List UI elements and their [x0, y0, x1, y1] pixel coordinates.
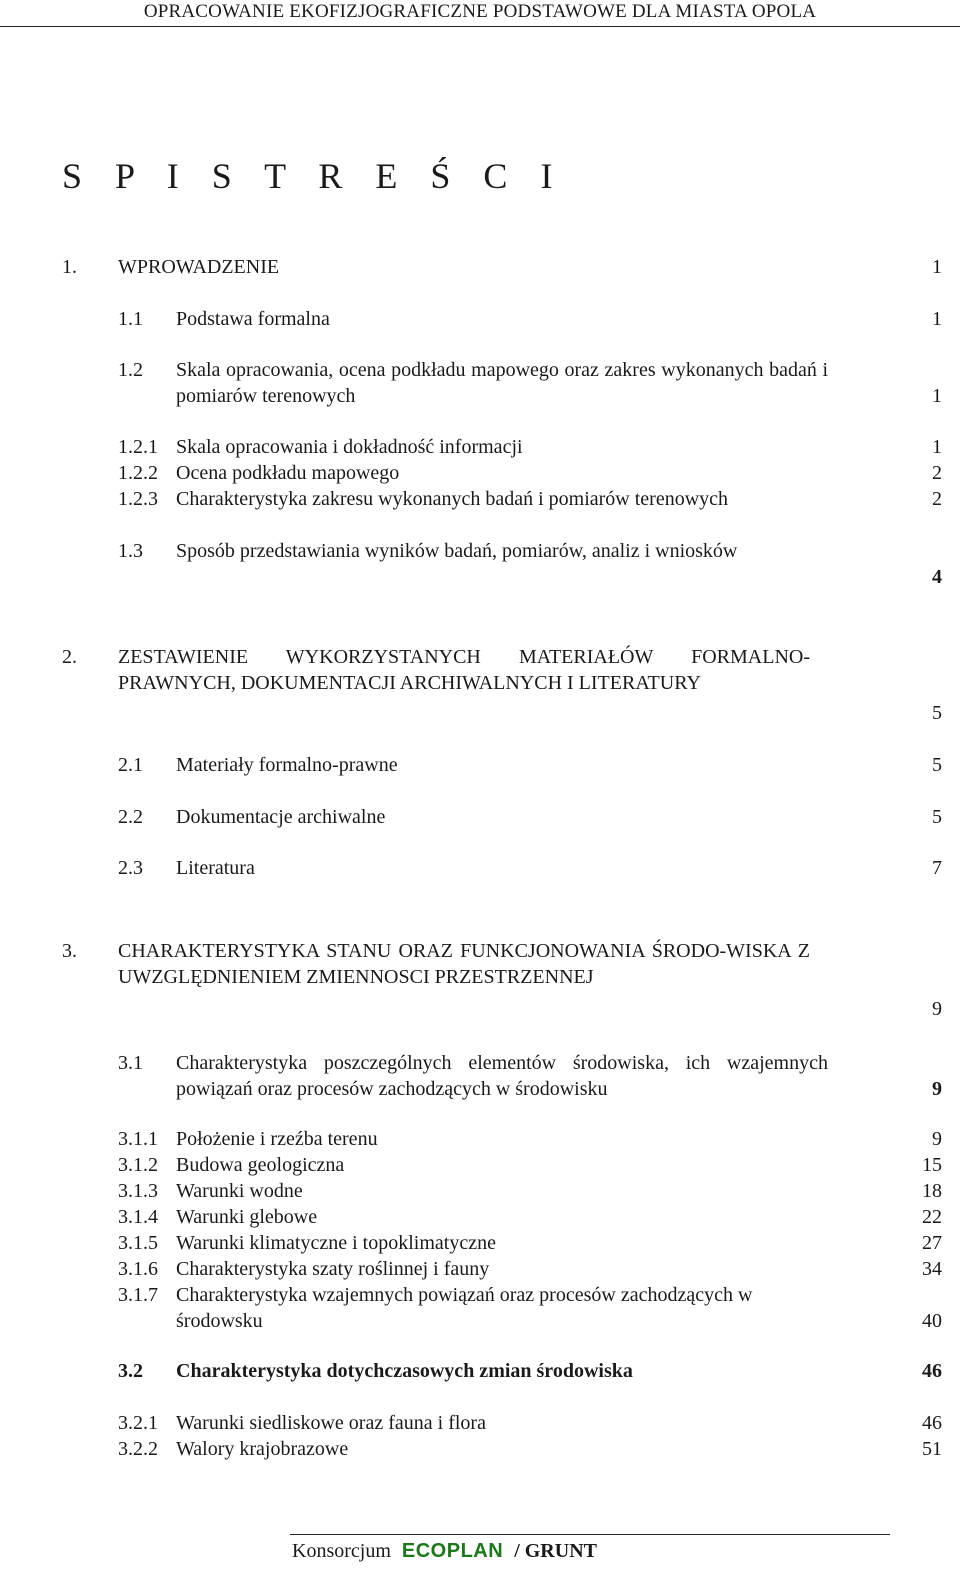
- toc-entry-text: Literatura: [176, 857, 255, 879]
- toc-entry-number: 3.2: [118, 1360, 143, 1382]
- toc-entry-text: Charakterystyka wzajemnych powiązań oraz procesów zachodzących w środowsku: [176, 1284, 753, 1332]
- toc-entry-text: Charakterystyka dotychczasowych zmian środowiska: [176, 1360, 633, 1382]
- toc-entry-number: 3.1.4: [118, 1206, 158, 1228]
- toc-entry-text: WPROWADZENIE: [118, 256, 280, 278]
- toc-entry-number: 1.1: [118, 308, 143, 330]
- toc-entry-text: Warunki glebowe: [176, 1206, 318, 1228]
- toc-entry-number: 3.1.6: [118, 1258, 158, 1280]
- running-header: OPRACOWANIE EKOFIZJOGRAFICZNE PODSTAWOWE DLA MIASTA OPOLA: [143, 1, 817, 22]
- toc-entry-page: 1: [932, 436, 942, 458]
- toc-entry-text: Budowa geologiczna: [176, 1154, 345, 1176]
- toc-entry-number: 3.2.1: [118, 1412, 158, 1434]
- toc-entry-number: 3.1.3: [118, 1180, 158, 1202]
- toc-entry-page: 46: [922, 1360, 942, 1382]
- toc-entry-number: 2.1: [118, 754, 143, 776]
- footer-brand: ECOPLAN: [401, 1540, 504, 1562]
- toc-entry-page: 1: [932, 256, 942, 278]
- toc-entry-number: 3.: [62, 940, 77, 962]
- toc-entry-page: 4: [932, 566, 942, 588]
- toc-entry-number: 3.1.5: [118, 1232, 158, 1254]
- toc-entry-number: 2.2: [118, 806, 143, 828]
- toc-entry-number: 2.3: [118, 857, 143, 879]
- toc-entry-text: Warunki wodne: [176, 1180, 303, 1202]
- toc-entry-number: 3.1: [118, 1052, 143, 1074]
- toc-entry-number: 3.1.2: [118, 1154, 158, 1176]
- toc-entry-number: 1.3: [118, 540, 143, 562]
- toc-entry-text: Warunki siedliskowe oraz fauna i flora: [176, 1412, 486, 1434]
- toc-entry-text: Walory krajobrazowe: [176, 1438, 349, 1460]
- toc-entry-text: Skala opracowania i dokładność informacji: [176, 436, 523, 458]
- toc-entry-text: Dokumentacje archiwalne: [176, 806, 386, 828]
- toc-entry-page: 2: [932, 488, 942, 510]
- toc-entry-page: 51: [922, 1438, 942, 1460]
- toc-entry-text: Sposób przedstawiania wyników badań, pomiarów, analiz i wniosków: [176, 540, 738, 562]
- toc-entry-page: 46: [922, 1412, 942, 1434]
- toc-entry-number: 1.: [62, 256, 77, 278]
- toc-entry-page: 1: [932, 308, 942, 330]
- toc-entry-text: CHARAKTERYSTYKA STANU ORAZ FUNKCJONOWANIA ŚRODO-WISKA Z UWZGLĘDNIENIEM ZMIENNOSCI PRZESTRZENNEJ: [118, 940, 810, 988]
- toc-entry-page: 5: [932, 806, 942, 828]
- toc-entry-page: 27: [922, 1232, 942, 1254]
- toc-entry-text: Podstawa formalna: [176, 308, 330, 330]
- toc-entry-number: 2.: [62, 646, 77, 668]
- toc-entry-number: 1.2.1: [118, 436, 158, 458]
- toc-entry-page: 40: [922, 1310, 942, 1332]
- toc-entry-page: 2: [932, 462, 942, 484]
- toc-entry-page: 9: [932, 1128, 942, 1150]
- toc-entry-page: 9: [932, 1078, 942, 1100]
- toc-entry-page: 9: [932, 998, 942, 1020]
- toc-entry-number: 1.2.3: [118, 488, 158, 510]
- toc-entry-text: Ocena podkładu mapowego: [176, 462, 400, 484]
- header-divider: [0, 26, 960, 27]
- toc-entry-page: 22: [922, 1206, 942, 1228]
- toc-title: S P I S T R E Ś C I: [62, 156, 565, 196]
- footer-prefix: Konsorcjum: [292, 1540, 391, 1562]
- toc-entry-text: Skala opracowania, ocena podkładu mapowego oraz zakres wykonanych badań i pomiarów terenowych: [176, 359, 828, 407]
- toc-entry-number: 3.2.2: [118, 1438, 158, 1460]
- toc-entry-text: Położenie i rzeźba terenu: [176, 1128, 378, 1150]
- footer-suffix: / GRUNT: [514, 1540, 597, 1562]
- toc-entry-number: 1.2.2: [118, 462, 158, 484]
- toc-entry-page: 18: [922, 1180, 942, 1202]
- toc-entry-page: 5: [932, 754, 942, 776]
- toc-entry-page: 7: [932, 857, 942, 879]
- toc-entry-text: Charakterystyka poszczególnych elementów środowiska, ich wzajemnych powiązań oraz procesów zachodzących w środowisku: [176, 1052, 828, 1100]
- toc-entry-text: Charakterystyka szaty roślinnej i fauny: [176, 1258, 490, 1280]
- footer-divider: [290, 1534, 890, 1535]
- toc-entry-page: 15: [922, 1154, 942, 1176]
- toc-entry-number: 1.2: [118, 359, 143, 381]
- toc-entry-number: 3.1.7: [118, 1284, 158, 1306]
- running-footer: [292, 1540, 597, 1563]
- toc-entry-page: 5: [932, 702, 942, 724]
- toc-entry-text: Warunki klimatyczne i topoklimatyczne: [176, 1232, 496, 1254]
- toc-entry-text: ZESTAWIENIE WYKORZYSTANYCH MATERIAŁÓW FORMALNO-PRAWNYCH, DOKUMENTACJI ARCHIWALNYCH I LITERATURY: [118, 646, 810, 694]
- toc-entry-page: 34: [922, 1258, 942, 1280]
- toc-entry-page: 1: [932, 385, 942, 407]
- toc-entry-text: Materiały formalno-prawne: [176, 754, 398, 776]
- toc-entry-number: 3.1.1: [118, 1128, 158, 1150]
- toc-entry-text: Charakterystyka zakresu wykonanych badań i pomiarów terenowych: [176, 488, 729, 510]
